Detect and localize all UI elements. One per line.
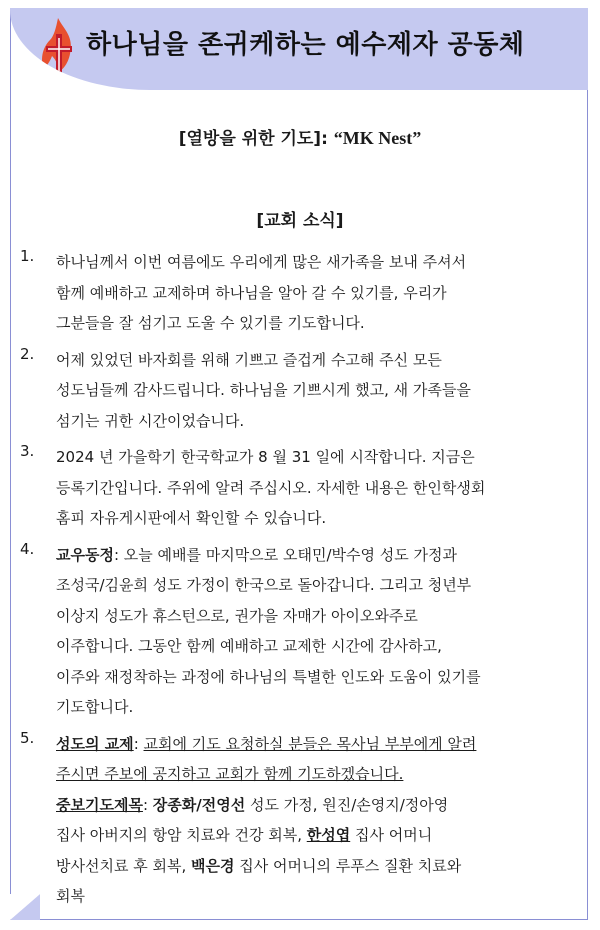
item-line: 홈피 자유게시판에서 확인할 수 있습니다. xyxy=(56,509,327,527)
item-label: 성도의 교제 xyxy=(56,734,134,753)
church-name: 하나님을 존귀케하는 예수제자 공동체 xyxy=(86,30,525,60)
item-number: 2. xyxy=(20,344,35,363)
item-text: 집사 아버지의 항암 치료와 건강 회복, xyxy=(56,826,307,844)
prayer-heading-prefix: [열방을 위한 기도]: xyxy=(178,129,334,149)
item-line: 회복 xyxy=(56,887,85,905)
list-item xyxy=(20,247,580,339)
prayer-name: 한성엽 xyxy=(306,826,351,844)
item-line: 섬기는 귀한 시간이었습니다. xyxy=(56,411,245,430)
list-item xyxy=(20,345,580,437)
item-line: 이상지 성도가 휴스턴으로, 권가을 자매가 아이오와주로 xyxy=(56,606,418,625)
cross-flame-icon xyxy=(34,16,82,78)
item-line xyxy=(56,820,580,851)
item-line: 2024 년 가을학기 한국학교가 8 월 31 일에 시작합니다. 지금은 xyxy=(56,448,475,466)
item-number: 5. xyxy=(20,728,35,747)
intercessory-prayer-label: 중보기도제목 xyxy=(56,795,143,814)
prayer-heading-name: “MK Nest” xyxy=(333,128,422,148)
item-line xyxy=(56,729,580,760)
item-colon: : xyxy=(142,795,153,814)
item-colon: : xyxy=(133,734,144,753)
header-banner xyxy=(10,8,588,90)
list-item xyxy=(20,442,580,534)
item-line xyxy=(56,759,580,790)
prayer-heading xyxy=(0,124,600,149)
item-text: 집사 어머니의 루푸스 질환 치료와 xyxy=(234,856,462,875)
news-list xyxy=(20,247,580,918)
item-line: 기도합니다. xyxy=(56,698,134,716)
news-heading: [교회 소식] xyxy=(256,211,344,231)
item-line: 함께 예배하고 교제하며 하나님을 알아 갈 수 있기를, 우리가 xyxy=(56,283,447,302)
item-number: 3. xyxy=(20,442,35,460)
item-number: 4. xyxy=(20,539,35,558)
item-line: 등록기간입니다. 주위에 알려 주십시오. 자세한 내용은 한인학생회 xyxy=(56,478,486,497)
item-line xyxy=(56,851,580,882)
item-line: 하나님께서 이번 여름에도 우리에게 많은 새가족을 보내 주셔서 xyxy=(56,253,467,271)
item-line: 성도님들께 감사드립니다. 하나님을 기쁘시게 했고, 새 가족들을 xyxy=(56,381,471,399)
item-line: 어제 있었던 바자회를 위해 기쁘고 즐겁게 수고해 주신 모든 xyxy=(56,350,442,369)
item-line: 조성국/김윤희 성도 가정이 한국으로 돌아갑니다. 그리고 청년부 xyxy=(56,576,472,594)
item-line: 그분들을 잘 섬기고 도울 수 있기를 기도합니다. xyxy=(56,314,365,332)
item-text: 집사 어머니 xyxy=(350,826,433,844)
item-text: 성도 가정, 원진/손영지/정아영 xyxy=(245,795,449,814)
list-item xyxy=(20,540,580,723)
item-line xyxy=(56,540,580,571)
item-label: 교우동정 xyxy=(56,545,114,564)
item-line: 이주합니다. 그동안 함께 예배하고 교제한 시간에 감사하고, xyxy=(56,637,442,655)
item-line: 이주와 재정착하는 과정에 하나님의 특별한 인도와 도움이 있기를 xyxy=(56,667,481,686)
item-number: 1. xyxy=(20,247,35,265)
item-text-underlined: 주시면 주보에 공지하고 교회가 함께 기도하겠습니다. xyxy=(56,765,404,783)
prayer-name: 백은경 xyxy=(191,856,235,875)
item-text: : 오늘 예배를 마지막으로 오태민/박수영 성도 가정과 xyxy=(113,545,457,564)
item-line xyxy=(56,790,580,821)
item-text-underlined: 교회에 기도 요청하실 분들은 목사님 부부에게 알려 xyxy=(143,734,477,753)
prayer-name: 장종화/전영선 xyxy=(152,795,246,814)
item-text: 방사선치료 후 회복, xyxy=(56,856,191,875)
list-item xyxy=(20,729,580,912)
